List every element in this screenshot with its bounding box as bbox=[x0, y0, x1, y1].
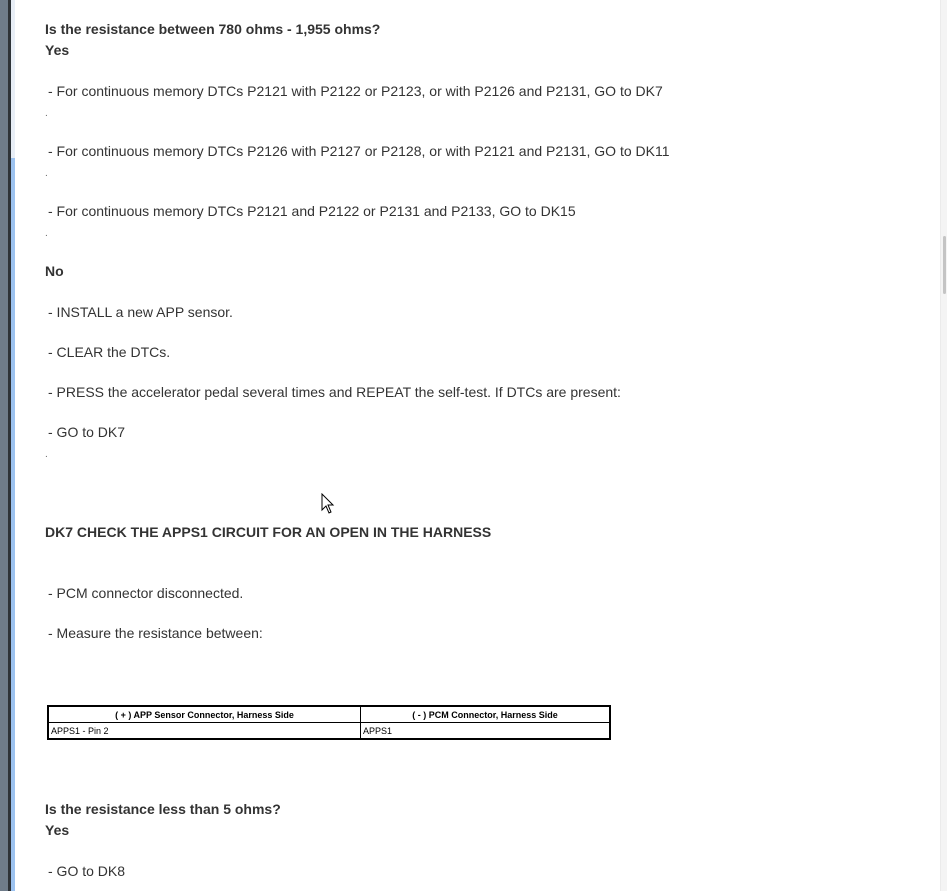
table-row bbox=[48, 723, 610, 740]
vertical-scrollbar[interactable] bbox=[940, 0, 947, 891]
left-accent-strip-top bbox=[11, 0, 15, 158]
left-window-edge bbox=[0, 0, 8, 891]
list-item: - PCM connector disconnected. bbox=[48, 585, 244, 601]
mouse-pointer-icon bbox=[321, 493, 335, 515]
column-header: ( + ) APP Sensor Connector, Harness Side bbox=[48, 706, 361, 723]
table-cell: APPS1 - Pin 2 bbox=[48, 723, 361, 740]
dot-separator: . bbox=[45, 108, 48, 119]
list-item: - Measure the resistance between: bbox=[48, 625, 263, 641]
list-item: - For continuous memory DTCs P2121 and P2122 or P2131 and P2133, GO to DK15 bbox=[48, 203, 576, 219]
list-item: - GO to DK8 bbox=[48, 863, 126, 879]
list-item: - For continuous memory DTCs P2126 with P2127 or P2128, or with P2121 and P2131, GO to DK11 bbox=[48, 143, 670, 159]
dot-separator: . bbox=[45, 168, 48, 179]
no-label-1: No bbox=[45, 263, 64, 279]
column-header: ( - ) PCM Connector, Harness Side bbox=[361, 706, 611, 723]
list-item: - PRESS the accelerator pedal several times and REPEAT the self-test. If DTCs are present: bbox=[48, 384, 621, 400]
dot-separator: . bbox=[45, 228, 48, 239]
yes-label-1: Yes bbox=[45, 42, 70, 58]
question-1: Is the resistance between 780 ohms - 1,955 ohms? bbox=[45, 21, 381, 37]
scrollbar-thumb[interactable] bbox=[943, 236, 946, 294]
list-item: - INSTALL a new APP sensor. bbox=[48, 304, 233, 320]
resistance-measurement-table bbox=[47, 705, 611, 740]
list-item: - GO to DK7 bbox=[48, 424, 126, 440]
question-2: Is the resistance less than 5 ohms? bbox=[45, 801, 281, 817]
table-cell: APPS1 bbox=[361, 723, 611, 740]
list-item: - For continuous memory DTCs P2121 with P2122 or P2123, or with P2126 and P2131, GO to DK7 bbox=[48, 83, 663, 99]
section-heading-dk7: DK7 CHECK THE APPS1 CIRCUIT FOR AN OPEN IN THE HARNESS bbox=[45, 524, 492, 540]
table-header-row bbox=[48, 706, 610, 723]
dot-separator: . bbox=[45, 449, 48, 460]
yes-label-2: Yes bbox=[45, 822, 70, 838]
list-item: - CLEAR the DTCs. bbox=[48, 344, 171, 360]
